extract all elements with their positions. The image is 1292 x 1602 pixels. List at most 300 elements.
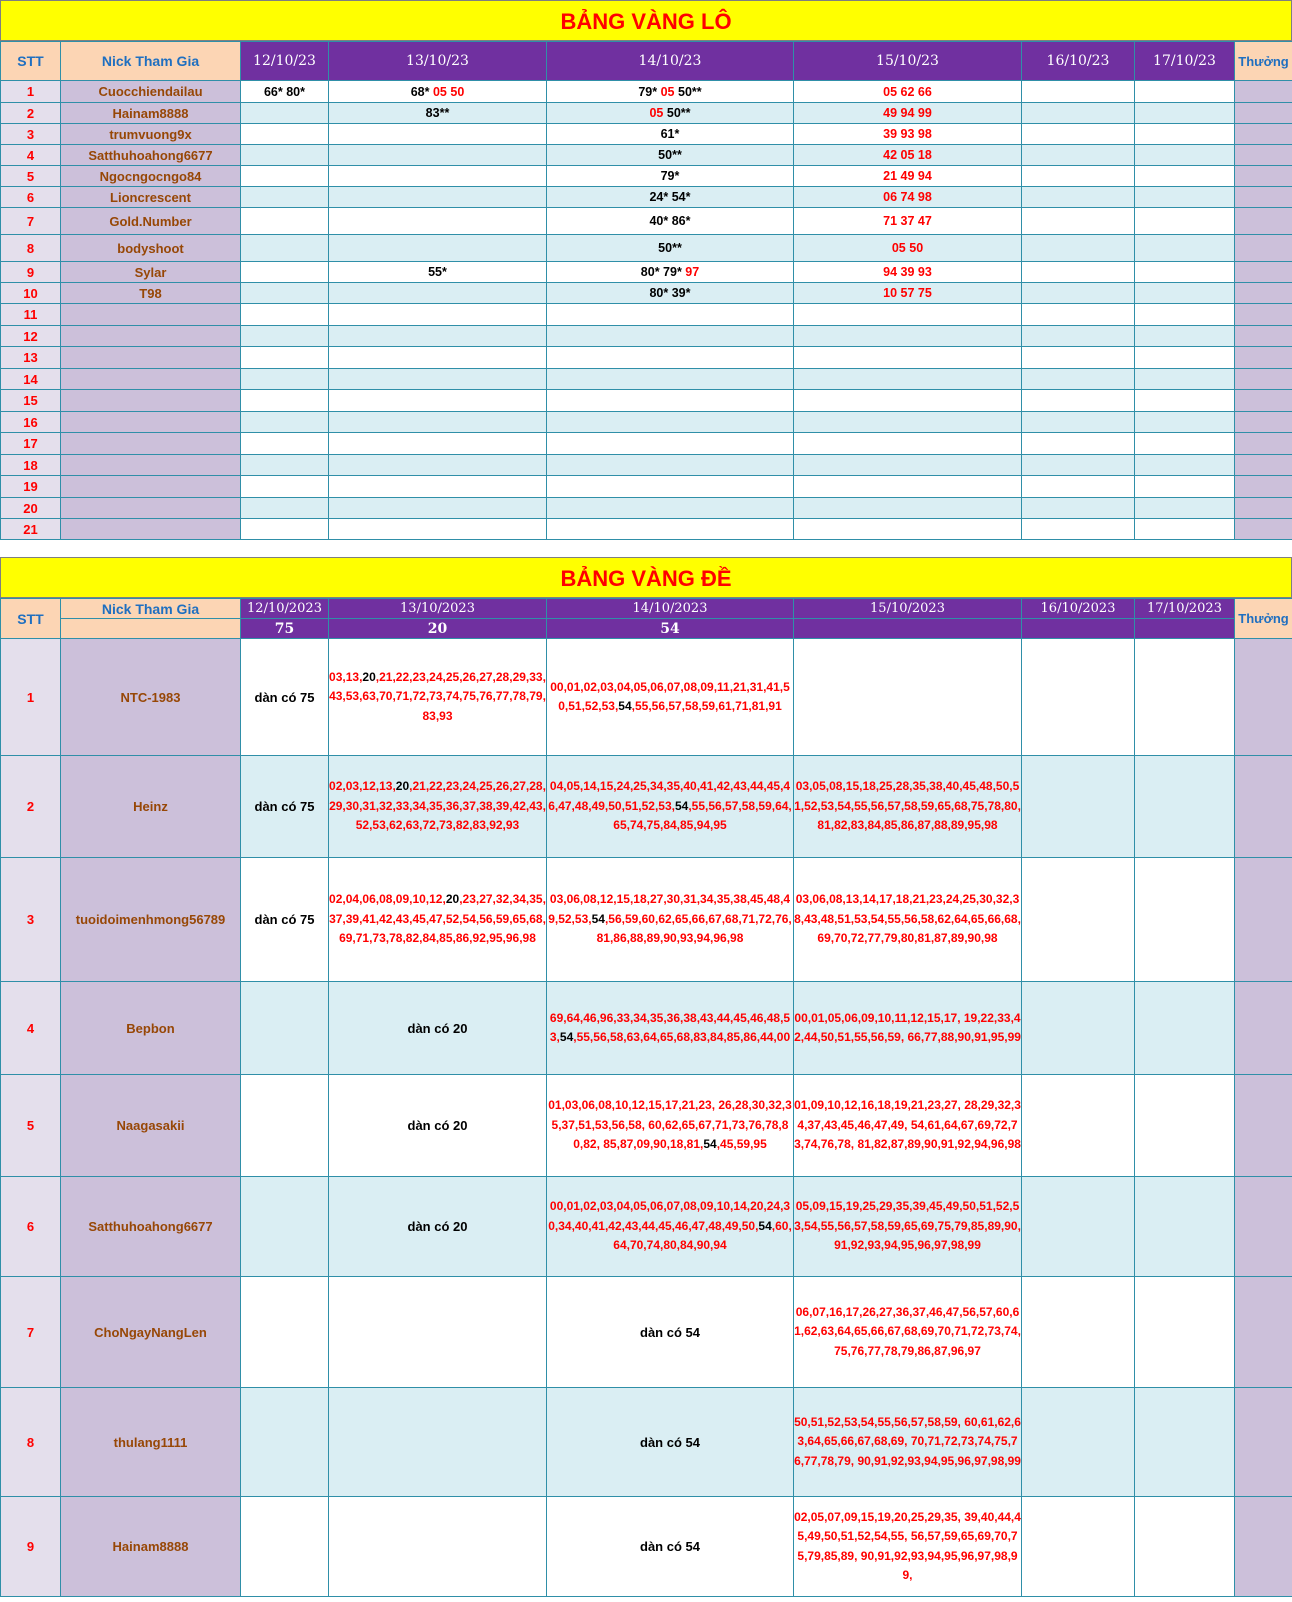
number-group: 68* [410,84,433,99]
lo-cell [547,412,794,433]
number-group: 94 39 93 [883,265,932,279]
row-stt: 4 [1,982,61,1075]
lo-cell [794,519,1022,540]
number-group: 05 50 [891,241,924,255]
number-group: 05 [660,84,678,99]
date-header: 14/10/2023 [547,599,794,619]
lo-cell [241,187,329,208]
lo-cell [1022,235,1135,262]
number-group: 02,04,06,08,09,10,12, [329,892,446,907]
row-stt: 4 [1,145,61,166]
number-group: 50** [658,148,682,162]
row-stt: 16 [1,412,61,433]
lo-cell [1022,145,1135,166]
lo-cell [1135,187,1235,208]
thuong-cell [1235,1277,1292,1388]
lo-cell [1135,455,1235,476]
lo-row [1,235,1292,262]
lo-row [1,262,1292,283]
number-group: 69,64,46,96,33,34,35,36,38,43,44,45,46,48,53, [549,1010,791,1044]
de-cell [794,1075,1022,1177]
lo-cell [547,498,794,519]
dan-label: dàn có 20 [407,1118,468,1133]
de-cell [1135,1075,1235,1177]
lo-cell [329,124,547,145]
thuong-cell [1235,476,1292,498]
de-row [1,1388,1292,1497]
lo-cell [547,519,794,540]
lo-cell [241,476,329,498]
lo-cell [329,145,547,166]
number-group: 06 74 98 [883,190,932,204]
thuong-cell [1235,262,1292,283]
lo-cell [329,81,547,103]
lo-cell [547,166,794,187]
lo-cell [241,326,329,347]
lo-cell [329,347,547,369]
de-title: BẢNG VÀNG ĐỀ [0,557,1292,598]
number-group: ,55,56,57,58,59,61,71,81,91 [631,699,782,713]
de-cell [794,1497,1022,1597]
lo-cell [1135,498,1235,519]
de-cell [241,1277,329,1388]
de-cell [794,639,1022,756]
thuong-cell [1235,304,1292,326]
row-stt: 3 [1,858,61,982]
lo-cell [794,262,1022,283]
row-nick: NTC-1983 [61,639,241,756]
lo-cell [794,103,1022,124]
lo-cell [547,208,794,235]
lo-row [1,124,1292,145]
de-cell [241,756,329,858]
row-stt: 11 [1,304,61,326]
de-cell [1022,858,1135,982]
lo-cell [241,103,329,124]
lo-cell [1022,390,1135,412]
de-cell [1022,982,1135,1075]
number-group: 61* [660,127,680,141]
date-header: 12/10/23 [241,42,329,81]
de-cell [547,982,794,1075]
row-stt: 15 [1,390,61,412]
de-cell [1022,756,1135,858]
de-cell [1022,639,1135,756]
de-header-row [1,599,1292,619]
row-stt: 2 [1,103,61,124]
row-nick [61,433,241,455]
row-nick: Hainam8888 [61,103,241,124]
dan-label: dàn có 75 [254,689,315,705]
lo-cell [1022,498,1135,519]
lo-row [1,304,1292,326]
lo-cell [1022,208,1135,235]
de-cell [1022,1497,1135,1597]
result-number: 54 [547,619,794,639]
lo-cell [329,455,547,476]
row-stt: 10 [1,283,61,304]
de-cell [1135,1497,1235,1597]
lo-cell [329,187,547,208]
lo-row [1,412,1292,433]
result-number: 75 [241,619,329,639]
row-nick: Satthuhoahong6677 [61,145,241,166]
lo-cell [547,283,794,304]
de-cell [1135,756,1235,858]
lo-row [1,103,1292,124]
lo-cell [1022,455,1135,476]
row-nick: Satthuhoahong6677 [61,1177,241,1277]
number-group: 54 [618,699,632,713]
lo-cell [329,519,547,540]
lo-cell [1135,235,1235,262]
lo-cell [329,412,547,433]
lo-row [1,390,1292,412]
number-group: 50** [678,84,702,99]
number-group: 21 49 94 [883,169,932,183]
row-nick: trumvuong9x [61,124,241,145]
lo-row [1,369,1292,390]
dan-label: dàn có 54 [640,1539,700,1554]
lo-cell [329,390,547,412]
thuong-cell [1235,498,1292,519]
lo-cell [547,433,794,455]
de-row [1,982,1292,1075]
dan-label: dàn có 20 [407,1219,468,1234]
lo-cell [241,283,329,304]
de-cell [547,858,794,982]
lo-row [1,326,1292,347]
de-row [1,639,1292,756]
lo-row [1,433,1292,455]
row-nick [61,519,241,540]
row-stt: 5 [1,1075,61,1177]
row-nick [61,390,241,412]
thuong-cell [1235,187,1292,208]
lo-cell [1022,326,1135,347]
lo-row [1,347,1292,369]
row-stt: 1 [1,639,61,756]
date-header: 15/10/23 [794,42,1022,81]
thuong-cell [1235,347,1292,369]
lo-cell [547,262,794,283]
de-cell [1022,1388,1135,1497]
lo-cell [794,283,1022,304]
number-group: 05 62 66 [883,84,932,99]
lo-cell [1135,208,1235,235]
number-group: 02,05,07,09,15,19,20,25,29,35, 39,40,44,45,49,50,51,52,54,55, 56,57,59,65,69,70,75,79,85,89, 90,91,92,93,94,95,96,97,98,99, [794,1509,1021,1582]
thuong-header: Thưởng [1235,599,1292,639]
lo-cell [241,390,329,412]
thuong-cell [1235,639,1292,756]
dan-label: dàn có 54 [640,1324,700,1340]
number-group: 55* [428,265,447,279]
lo-cell [1022,262,1135,283]
de-cell [1022,1177,1135,1277]
lo-row [1,145,1292,166]
lo-cell [1135,412,1235,433]
result-number [794,619,1022,639]
thuong-cell [1235,208,1292,235]
lo-cell [329,262,547,283]
de-cell [1135,1177,1235,1277]
row-nick: Ngocngocngo84 [61,166,241,187]
lo-cell [241,81,329,103]
lo-row [1,283,1292,304]
lo-cell [1135,124,1235,145]
lo-cell [1022,124,1135,145]
de-cell [241,982,329,1075]
lo-cell [547,235,794,262]
de-cell [241,1075,329,1177]
lo-cell [794,304,1022,326]
de-cell [1135,982,1235,1075]
thuong-cell [1235,756,1292,858]
number-group: 05,09,15,19,25,29,35,39,45,49,50,51,52,53,54,55,56,57,58,59,65,69,75,79,85,89,90,91,92,93,94,95,96,97,98,99 [794,1199,1021,1253]
lo-cell [241,412,329,433]
nick-header-blank [61,619,241,639]
stt-header: STT [1,599,61,639]
lo-cell [1022,412,1135,433]
de-cell [241,639,329,756]
lo-row [1,455,1292,476]
de-table [0,598,1292,1597]
lo-cell [547,81,794,103]
thuong-cell [1235,81,1292,103]
row-stt: 18 [1,455,61,476]
number-group: 83** [425,106,450,120]
lo-cell [794,412,1022,433]
number-group: 01,03,06,08,10,12,15,17,21,23, 26,28,30,32,35,37,51,53,56,58, 60,62,65,67,71,73,76,78,80,82, 85,87,09,90,18,81, [548,1098,792,1152]
de-cell [329,982,547,1075]
date-header: 17/10/2023 [1135,599,1235,619]
row-nick [61,369,241,390]
row-nick: Sylar [61,262,241,283]
lo-row [1,208,1292,235]
lo-cell [1135,145,1235,166]
lo-cell [794,235,1022,262]
thuong-cell [1235,858,1292,982]
number-group: 00,01,02,03,04,05,06,07,08,09,10,14,20,24,30,34,40,41,42,43,44,45,46,47,48,49,50, [548,1199,791,1233]
de-cell [241,1388,329,1497]
lo-cell [547,304,794,326]
row-stt: 9 [1,1497,61,1597]
de-row [1,1075,1292,1177]
lo-cell [241,262,329,283]
lo-cell [1135,283,1235,304]
number-group: 54 [703,1137,717,1152]
lo-cell [241,124,329,145]
thuong-cell [1235,1388,1292,1497]
date-header: 15/10/2023 [794,599,1022,619]
lo-cell [329,103,547,124]
number-group: 54 [674,798,689,813]
lo-cell [329,208,547,235]
de-cell [794,756,1022,858]
row-stt: 8 [1,235,61,262]
row-nick: Lioncrescent [61,187,241,208]
row-nick: thulang1111 [61,1388,241,1497]
dan-label: dàn có 75 [254,799,315,814]
number-group: ,55,56,57,58,59,64,65,74,75,84,85,94,95 [613,798,792,833]
thuong-cell [1235,1497,1292,1597]
number-group: ,21,22,23,24,25,26,27,28,29,33,43,53,63,70,71,72,73,74,75,76,77,78,79,83,93 [329,669,546,723]
date-header: 16/10/2023 [1022,599,1135,619]
number-group: ,23,27,32,34,35,37,39,41,42,43,45,47,52,54,56,59,65,68,69,71,73,78,82,84,85,86,92,95,96,98 [329,892,546,946]
lo-cell [794,390,1022,412]
number-group: 97 [685,265,700,279]
lo-cell [1022,187,1135,208]
lo-header-row [1,42,1292,81]
lo-cell [329,326,547,347]
lo-cell [241,166,329,187]
lo-cell [1135,103,1235,124]
lo-cell [329,433,547,455]
stt-header: STT [1,42,61,81]
de-cell [794,1177,1022,1277]
thuong-cell [1235,235,1292,262]
thuong-cell [1235,433,1292,455]
de-cell [794,982,1022,1075]
lo-cell [241,455,329,476]
lo-cell [547,145,794,166]
lo-cell [329,235,547,262]
thuong-cell [1235,166,1292,187]
row-nick: ChoNgayNangLen [61,1277,241,1388]
number-group: 01,09,10,12,16,18,19,21,23,27, 28,29,32,34,37,43,45,46,47,49, 54,61,64,67,69,72,73,74,76,78, 81,82,87,89,90,91,92,94,96,98 [794,1098,1021,1152]
row-stt: 21 [1,519,61,540]
lo-cell [547,476,794,498]
de-row [1,756,1292,858]
de-cell [329,639,547,756]
row-nick: bodyshoot [61,235,241,262]
lo-cell [241,369,329,390]
lo-cell [547,187,794,208]
de-cell [241,1497,329,1597]
date-header: 13/10/2023 [329,599,547,619]
number-group: 79* [638,84,661,99]
number-group: 10 57 75 [883,286,932,300]
de-cell [547,1177,794,1277]
date-header: 12/10/2023 [241,599,329,619]
row-nick [61,476,241,498]
number-group: 42 05 18 [883,148,932,162]
thuong-cell [1235,103,1292,124]
lo-cell [1135,433,1235,455]
row-stt: 7 [1,208,61,235]
number-group: ,60,64,70,74,80,84,90,94 [613,1218,792,1253]
number-group: 24* 54* [649,190,691,204]
row-stt: 5 [1,166,61,187]
row-nick [61,347,241,369]
de-cell [794,1277,1022,1388]
de-cell [794,1388,1022,1497]
number-group: 20 [445,892,460,907]
lo-cell [241,208,329,235]
number-group: ,45,59,95 [716,1137,767,1152]
row-nick [61,326,241,347]
nick-header: Nick Tham Gia [61,599,241,619]
dan-label: dàn có 75 [254,912,315,927]
date-header: 14/10/23 [547,42,794,81]
lo-cell [1022,369,1135,390]
de-cell [1135,858,1235,982]
number-group: 00,01,05,06,09,10,11,12,15,17, 19,22,33,42,44,50,51,55,56,59, 66,77,88,90,91,95,99 [794,1010,1021,1044]
thuong-cell [1235,283,1292,304]
lo-cell [794,187,1022,208]
lo-cell [1022,103,1135,124]
lo-cell [241,145,329,166]
de-cell [1135,639,1235,756]
number-group: 03,06,08,13,14,17,18,21,23,24,25,30,32,38,43,48,51,53,54,55,56,58,62,64,65,66,68,69,70,72,77,79,80,81,87,89,90,98 [794,892,1021,946]
lo-cell [794,326,1022,347]
de-result-row [1,619,1292,639]
dan-label: dàn có 20 [407,1020,468,1036]
row-stt: 19 [1,476,61,498]
lo-cell [547,124,794,145]
de-cell [794,858,1022,982]
row-stt: 2 [1,756,61,858]
de-cell [1022,1075,1135,1177]
number-group: 00,01,02,03,04,05,06,07,08,09,11,21,31,41,50,51,52,53, [550,679,790,713]
de-row [1,1277,1292,1388]
thuong-cell [1235,412,1292,433]
lo-cell [1022,347,1135,369]
lo-row [1,498,1292,519]
lo-cell [1135,347,1235,369]
de-cell [329,1177,547,1277]
lo-row [1,187,1292,208]
lo-table [0,41,1292,540]
lo-cell [547,347,794,369]
de-cell [329,1497,547,1597]
thuong-cell [1235,326,1292,347]
number-group: 04,05,14,15,24,25,34,35,40,41,42,43,44,45,46,47,48,49,50,51,52,53, [548,779,791,813]
de-cell [1022,1277,1135,1388]
de-cell [547,1277,794,1388]
dan-label: dàn có 54 [640,1434,700,1450]
row-nick: Heinz [61,756,241,858]
lo-cell [1022,433,1135,455]
row-nick: Hainam8888 [61,1497,241,1597]
result-number [1135,619,1235,639]
date-header: 16/10/23 [1022,42,1135,81]
lo-title: BẢNG VÀNG LÔ [0,0,1292,41]
row-stt: 14 [1,369,61,390]
lo-row [1,81,1292,103]
number-group: 05 [649,106,667,120]
lo-cell [794,455,1022,476]
lo-cell [1135,304,1235,326]
row-stt: 3 [1,124,61,145]
de-cell [547,756,794,858]
number-group: 79* [660,169,680,183]
thuong-cell [1235,1075,1292,1177]
lo-cell [329,283,547,304]
lo-cell [241,347,329,369]
row-stt: 8 [1,1388,61,1497]
de-cell [547,639,794,756]
date-header: 17/10/23 [1135,42,1235,81]
number-group: 02,03,12,13, [329,779,396,794]
de-cell [329,756,547,858]
lo-cell [1135,166,1235,187]
thuong-cell [1235,519,1292,540]
de-row [1,858,1292,982]
row-nick: Cuocchiendailau [61,81,241,103]
number-group: 49 94 99 [883,106,932,120]
number-group: 66* 80* [263,84,305,99]
